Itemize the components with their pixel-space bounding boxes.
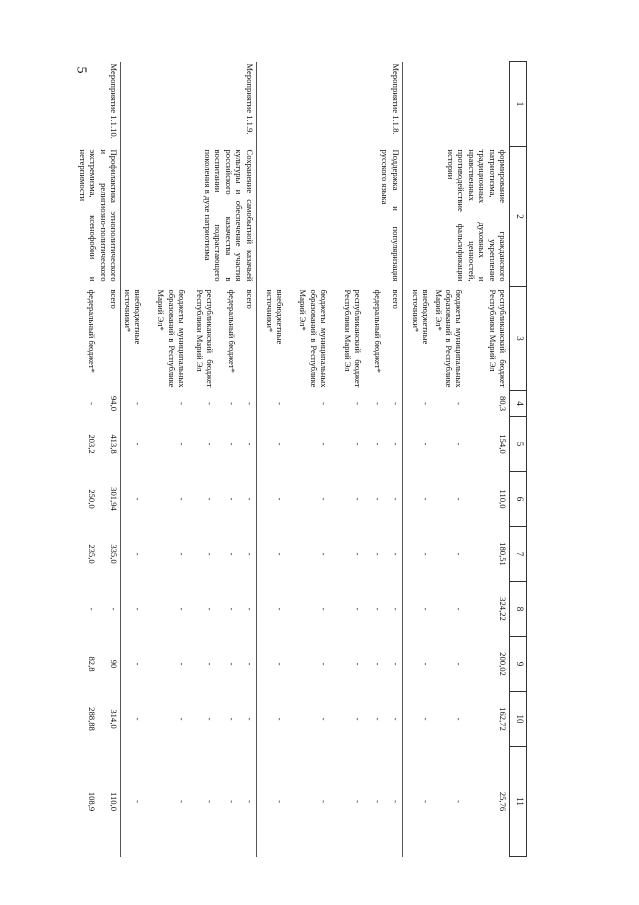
- funding-source: всего: [238, 287, 256, 391]
- funding-value: -: [353, 442, 364, 446]
- funding-value: -: [454, 552, 465, 556]
- measure-id: Мероприятие 1.1.8.: [256, 62, 402, 147]
- funding-value: -: [227, 662, 238, 666]
- funding-value: 200,02: [498, 652, 508, 676]
- funding-source: республиканский бюджет Республики Марий Эл: [194, 289, 216, 388]
- header-cell: 5: [510, 417, 527, 472]
- funding-value: -: [384, 472, 402, 527]
- funding-value: -: [319, 717, 330, 721]
- measure-name: формирование гражданского патриотизма, укрепление традиционных духовных и нравственных ценностей, противодействие фальсификации истории: [445, 149, 508, 282]
- funding-value: 324,22: [498, 597, 508, 621]
- funding-source: федеральный бюджет*: [373, 289, 384, 373]
- funding-source: всего: [98, 287, 120, 391]
- header-cell: 3: [510, 287, 527, 391]
- funding-value: -: [205, 497, 216, 501]
- funding-source: республиканский бюджет Республики Марий Эл: [342, 289, 364, 388]
- funding-value: -: [275, 607, 286, 611]
- funding-value: 110,0: [98, 747, 120, 857]
- funding-value: -: [238, 637, 256, 692]
- measure-name: Сохранение самобытной казачьей культуры и обеспечение участия российского казачества в воспитании подрастающего поколения в духе патриотизма: [121, 147, 256, 287]
- funding-source: внебюджетные источники*: [122, 289, 144, 345]
- funding-value: -: [373, 402, 384, 405]
- measure-name: Профилактика этнополитического и религиозно-политического экстремизма, ксенофобии и нетерпимости: [76, 147, 120, 287]
- funding-value: 335,0: [98, 527, 120, 582]
- funding-value: -: [227, 607, 238, 611]
- funding-value: -: [227, 552, 238, 556]
- funding-value: 162,72: [498, 707, 508, 731]
- funding-value: -: [353, 717, 364, 721]
- funding-value: -: [205, 717, 216, 721]
- funding-value: -: [133, 662, 144, 666]
- funding-value: -: [373, 442, 384, 446]
- funding-value: -: [133, 402, 144, 405]
- funding-value: 413,8: [98, 417, 120, 472]
- funding-table: [76, 61, 527, 857]
- funding-value: -: [238, 472, 256, 527]
- header-cell: 9: [510, 637, 527, 692]
- measure-id: Мероприятие 1.1.9.: [121, 62, 256, 147]
- funding-value: 90: [98, 637, 120, 692]
- funding-value: -: [454, 402, 465, 405]
- funding-value: -: [133, 717, 144, 721]
- funding-value: -: [373, 662, 384, 666]
- funding-value: -: [205, 402, 216, 405]
- table-row: [384, 62, 402, 857]
- funding-value: -: [353, 662, 364, 666]
- funding-value: -: [353, 497, 364, 501]
- funding-source: внебюджетные источники*: [410, 289, 432, 345]
- funding-value: -: [353, 552, 364, 556]
- funding-value: -: [454, 800, 465, 803]
- funding-value: -: [177, 717, 188, 721]
- funding-source: бюджеты муниципальных образований в Республике Марий Эл*: [156, 289, 188, 388]
- funding-value: -: [205, 552, 216, 556]
- funding-value: -: [227, 402, 238, 405]
- funding-value: -: [177, 552, 188, 556]
- funding-value: -: [205, 607, 216, 611]
- funding-value: -: [454, 442, 465, 446]
- funding-value: -: [275, 552, 286, 556]
- funding-value: -: [238, 692, 256, 747]
- funding-value: -: [275, 800, 286, 803]
- funding-value: -: [133, 552, 144, 556]
- funding-value: -: [454, 662, 465, 666]
- funding-value: -: [98, 582, 120, 637]
- header-cell: 7: [510, 527, 527, 582]
- funding-value: -: [373, 497, 384, 501]
- funding-source: бюджеты муниципальных образований в Республике Марий Эл*: [433, 289, 465, 388]
- funding-value: -: [177, 442, 188, 446]
- funding-value: -: [373, 607, 384, 611]
- funding-value: -: [421, 607, 432, 611]
- funding-value: -: [133, 800, 144, 803]
- table-row: [98, 62, 120, 857]
- funding-value: -: [205, 442, 216, 446]
- funding-value: -: [421, 442, 432, 446]
- header-cell: 1: [510, 62, 527, 147]
- page-number: 5: [73, 66, 89, 74]
- funding-value: -: [384, 391, 402, 417]
- funding-value: -: [319, 402, 330, 405]
- header-cell: 11: [510, 747, 527, 857]
- funding-value: -: [177, 402, 188, 405]
- funding-value: -: [421, 717, 432, 721]
- funding-value: -: [421, 662, 432, 666]
- funding-value: -: [133, 442, 144, 446]
- funding-value: -: [353, 800, 364, 803]
- funding-value: -: [205, 800, 216, 803]
- funding-value: -: [177, 607, 188, 611]
- funding-source: федеральный бюджет*: [87, 289, 98, 373]
- funding-value: -: [227, 717, 238, 721]
- funding-value: -: [227, 800, 238, 803]
- funding-value: -: [177, 800, 188, 803]
- funding-value: 154,0: [498, 434, 508, 454]
- funding-value: -: [133, 607, 144, 611]
- funding-value: -: [205, 662, 216, 666]
- funding-value: 301,94: [98, 472, 120, 527]
- funding-value: -: [275, 717, 286, 721]
- funding-value: -: [421, 402, 432, 405]
- funding-value: -: [275, 497, 286, 501]
- funding-value: -: [319, 442, 330, 446]
- funding-value: -: [373, 800, 384, 803]
- funding-value: -: [384, 637, 402, 692]
- funding-value: -: [353, 402, 364, 405]
- funding-value: -: [177, 662, 188, 666]
- funding-value: 235,0: [87, 544, 98, 564]
- header-cell: 8: [510, 582, 527, 637]
- funding-value: -: [238, 747, 256, 857]
- funding-source: внебюджетные источники*: [264, 289, 286, 345]
- funding-source: республиканский бюджет Республики Марий Эл: [487, 289, 508, 388]
- funding-value: 288,88: [87, 707, 98, 731]
- funding-value: -: [275, 402, 286, 405]
- measure-name: Поддержка и популяризация русского языка: [256, 147, 402, 287]
- funding-value: 110,0: [498, 489, 508, 509]
- funding-value: 203,2: [87, 434, 98, 454]
- funding-value: -: [319, 800, 330, 803]
- header-cell: 4: [510, 391, 527, 417]
- header-cell: 2: [510, 147, 527, 287]
- funding-value: -: [373, 717, 384, 721]
- funding-value: -: [319, 552, 330, 556]
- funding-value: 108,9: [87, 791, 98, 812]
- measure-id: Мероприятие 1.1.10.: [76, 62, 120, 147]
- measure-id: [402, 62, 509, 147]
- funding-value: -: [238, 582, 256, 637]
- table-row: [238, 62, 256, 857]
- funding-value: -: [238, 527, 256, 582]
- funding-value: -: [421, 497, 432, 501]
- table-header-row: [510, 62, 527, 857]
- funding-value: -: [87, 402, 98, 405]
- funding-value: -: [384, 417, 402, 472]
- funding-value: 82,8: [87, 656, 98, 672]
- funding-value: -: [373, 552, 384, 556]
- funding-value: -: [319, 662, 330, 666]
- table-row: [466, 62, 510, 857]
- funding-value: -: [177, 497, 188, 501]
- funding-value: 25,76: [498, 791, 508, 812]
- funding-value: -: [384, 692, 402, 747]
- funding-value: 94,0: [98, 391, 120, 417]
- funding-value: -: [421, 800, 432, 803]
- funding-source: федеральный бюджет*: [227, 289, 238, 373]
- funding-value: 80,3: [498, 395, 508, 412]
- funding-value: -: [319, 607, 330, 611]
- funding-value: -: [454, 717, 465, 721]
- funding-value: -: [454, 497, 465, 501]
- funding-source: бюджеты муниципальных образований в Республике Марий Эл*: [298, 289, 330, 388]
- funding-value: -: [353, 607, 364, 611]
- funding-value: -: [421, 552, 432, 556]
- funding-value: 180,51: [498, 542, 508, 566]
- funding-value: -: [227, 442, 238, 446]
- funding-value: -: [133, 497, 144, 501]
- funding-source: всего: [384, 287, 402, 391]
- funding-value: -: [384, 747, 402, 857]
- funding-value: 250,0: [87, 489, 98, 509]
- funding-value: -: [275, 442, 286, 446]
- funding-value: -: [227, 497, 238, 501]
- header-cell: 6: [510, 472, 527, 527]
- funding-value: -: [238, 417, 256, 472]
- funding-value: 314,0: [98, 692, 120, 747]
- funding-value: -: [319, 497, 330, 501]
- header-cell: 10: [510, 692, 527, 747]
- funding-value: -: [87, 607, 98, 611]
- funding-value: -: [384, 527, 402, 582]
- funding-value: -: [238, 391, 256, 417]
- document-page: [67, 61, 527, 856]
- funding-value: -: [454, 607, 465, 611]
- funding-value: -: [275, 662, 286, 666]
- funding-value: -: [384, 582, 402, 637]
